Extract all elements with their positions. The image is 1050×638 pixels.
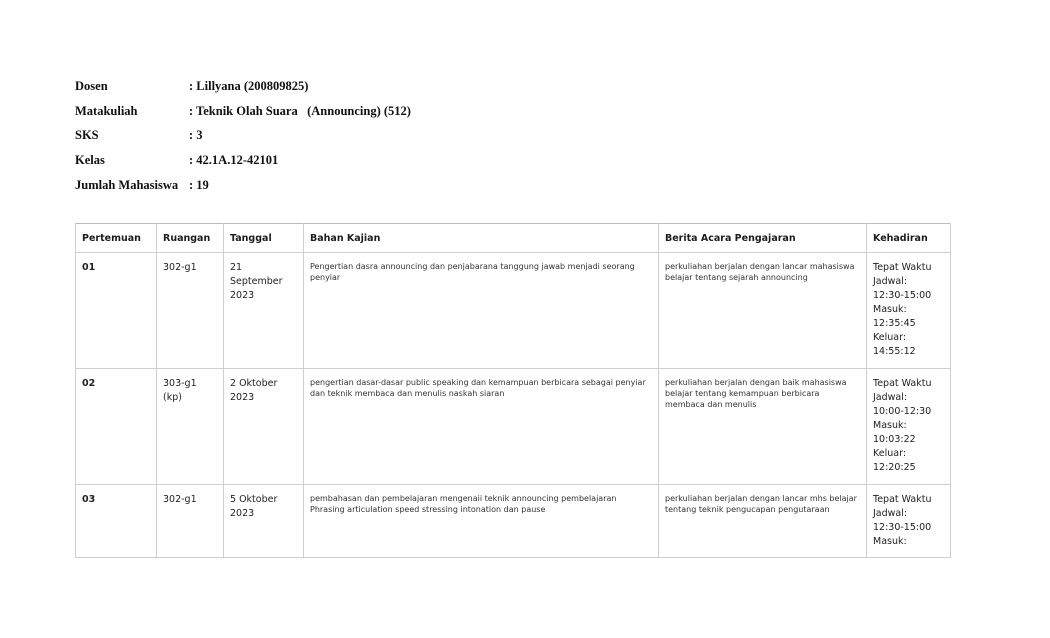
column-header-pertemuan: Pertemuan <box>76 224 157 253</box>
check-out-label: Keluar: <box>873 332 907 343</box>
attendance-table <box>75 223 951 558</box>
info-label: Matakuliah <box>75 103 138 118</box>
table-row <box>76 253 951 369</box>
check-in-label: Masuk: <box>873 420 907 431</box>
info-row-sks <box>75 124 411 149</box>
schedule-label: Jadwal: <box>873 392 908 403</box>
attendance-table-container <box>75 223 950 558</box>
column-header-bahan-kajian: Bahan Kajian <box>304 224 659 253</box>
info-label: Kelas <box>75 153 105 168</box>
cell-bahan-kajian: pengertian dasar-dasar public speaking dan kemampuan berbicara sebagai penyiar dan teknik membaca dan menulis naskah siaran <box>304 369 659 485</box>
info-value: : Teknik Olah Suara (Announcing) (512) <box>189 103 411 118</box>
info-label: Dosen <box>75 78 108 93</box>
info-label: Jumlah Mahasiswa <box>75 178 179 193</box>
check-in-time: 12:35:45 <box>873 318 916 329</box>
cell-ruangan: 303-g1 (kp) <box>157 369 224 485</box>
info-value: : 19 <box>189 178 209 193</box>
info-value: : 3 <box>189 128 203 143</box>
info-row-dosen <box>75 74 411 99</box>
check-in-label: Masuk: <box>873 304 907 315</box>
attendance-status: Tepat Waktu <box>873 494 932 505</box>
table-row <box>76 369 951 485</box>
info-value: : Lillyana (200809825) <box>189 78 309 93</box>
cell-pertemuan: 01 <box>76 253 157 369</box>
cell-kehadiran <box>867 369 951 485</box>
cell-pertemuan: 02 <box>76 369 157 485</box>
info-label: SKS <box>75 128 99 143</box>
cell-bahan-kajian: Pengertian dasra announcing dan penjabarana tanggung jawab menjadi seorang penyiar <box>304 253 659 369</box>
cell-ruangan: 302-g1 <box>157 485 224 558</box>
schedule-label: Jadwal: <box>873 276 908 287</box>
info-row-jumlah-mahasiswa <box>75 173 411 198</box>
info-row-matakuliah <box>75 99 411 124</box>
schedule-time: 12:30-15:00 <box>873 290 932 301</box>
cell-tanggal: 5 Oktober 2023 <box>224 485 304 558</box>
column-header-kehadiran: Kehadiran <box>867 224 951 253</box>
attendance-status: Tepat Waktu <box>873 262 932 273</box>
check-in-time: 10:03:22 <box>873 434 916 445</box>
check-out-time: 12:20:25 <box>873 462 916 473</box>
cell-ruangan: 302-g1 <box>157 253 224 369</box>
check-out-time: 14:55:12 <box>873 346 916 357</box>
cell-bahan-kajian: pembahasan dan pembelajaran mengenaii teknik announcing pembelajaran Phrasing articulation speed stressing intonation dan pause <box>304 485 659 558</box>
info-row-kelas <box>75 148 411 173</box>
column-header-berita-acara: Berita Acara Pengajaran <box>659 224 867 253</box>
table-row <box>76 485 951 558</box>
check-in-label: Masuk: <box>873 536 907 547</box>
cell-tanggal: 2 Oktober 2023 <box>224 369 304 485</box>
cell-kehadiran <box>867 485 951 558</box>
attendance-status: Tepat Waktu <box>873 378 932 389</box>
cell-tanggal: 21 September 2023 <box>224 253 304 369</box>
cell-berita-acara: perkuliahan berjalan dengan lancar mahasiswa belajar tentang sejarah announcing <box>659 253 867 369</box>
course-info <box>75 74 411 198</box>
column-header-tanggal: Tanggal <box>224 224 304 253</box>
schedule-label: Jadwal: <box>873 508 908 519</box>
cell-berita-acara: perkuliahan berjalan dengan lancar mhs belajar tentang teknik pengucapan pengutaraan <box>659 485 867 558</box>
cell-berita-acara: perkuliahan berjalan dengan baik mahasiswa belajar tentang kemampuan berbicara membaca dan menulis <box>659 369 867 485</box>
cell-kehadiran <box>867 253 951 369</box>
table-header-row <box>76 224 951 253</box>
schedule-time: 12:30-15:00 <box>873 522 932 533</box>
cell-pertemuan: 03 <box>76 485 157 558</box>
column-header-ruangan: Ruangan <box>157 224 224 253</box>
info-value: : 42.1A.12-42101 <box>189 153 279 168</box>
schedule-time: 10:00-12:30 <box>873 406 932 417</box>
check-out-label: Keluar: <box>873 448 907 459</box>
